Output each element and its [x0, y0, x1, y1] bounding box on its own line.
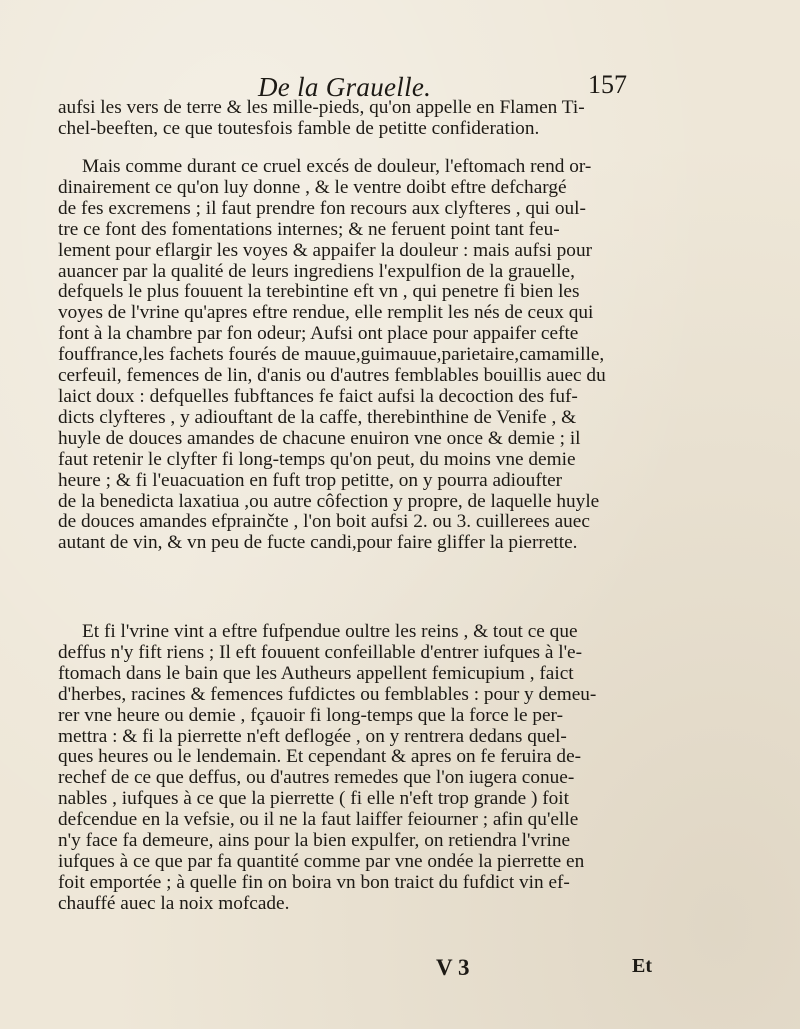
- paragraph-1: [58, 98, 658, 140]
- text-line: foit emportée ; à quelle fin on boira vn bon traict du fufdict vin ef-: [58, 872, 570, 893]
- text-line: iufques à ce que par fa quantité comme par vne ondée la pierrette en: [58, 851, 585, 872]
- running-title: De la Grauelle.: [258, 72, 432, 102]
- text-line: mettra : & fi la pierrette n'eft deflogée , on y rentrera dedans quel-: [58, 726, 567, 747]
- text-line: deffus n'y fift riens ; Il eft fouuent confeillable d'entrer iufques à l'e-: [58, 642, 583, 663]
- text-line: huyle de douces amandes de chacune enuiron vne once & demie ; il: [58, 428, 581, 449]
- page-number: 157: [588, 70, 627, 99]
- text-line: voyes de l'vrine qu'apres eftre rendue, elle remplit les nés de ceux qui: [58, 303, 594, 324]
- catchword: Et: [632, 955, 652, 977]
- text-line: laict doux : defquelles fubftances fe faict aufsi la decoction des fuf-: [58, 386, 578, 407]
- text-line: auancer par la qualité de leurs ingrediens l'expulfion de la grauelle,: [58, 261, 575, 282]
- text-line: rer vne heure ou demie , fçauoir fi long-temps que la force le per-: [58, 705, 563, 726]
- text-line: d'herbes, racines & femences fufdictes ou femblables : pour y demeu-: [58, 684, 597, 705]
- text-line: cerfeuil, femences de lin, d'anis ou d'autres femblables bouillis auec du: [58, 366, 606, 387]
- text-line: dicts clyfteres , y adiouftant de la caffe, therebinthine de Venife , &: [58, 407, 577, 428]
- text-line: Et fi l'vrine vint a eftre fufpendue oultre les reins , & tout ce que: [82, 622, 578, 642]
- text-line: nables , iufques à ce que la pierrette ( fi elle n'eft trop grande ) foit: [58, 789, 569, 810]
- text-line: dinairement ce qu'on luy donne , & le ventre doibt eftre defchargé: [58, 177, 567, 198]
- paragraph-2: [58, 157, 658, 554]
- text-line: defquels le plus fouuent la terebintine eft vn , qui penetre fi bien les: [58, 282, 580, 303]
- text-line: defcendue en la vefsie, ou il ne la faut laiffer feiourner ; afin qu'elle: [58, 810, 579, 831]
- text-line: rechef de ce que deffus, ou d'autres remedes que l'on iugera conue-: [58, 768, 575, 789]
- text-line: chauffé auec la noix mofcade.: [58, 893, 290, 914]
- text-line: n'y face fa demeure, ains pour la bien expulfer, on retiendra l'vrine: [58, 831, 571, 852]
- text-line: tre ce font des fomentations internes; & ne feruent point tant feu-: [58, 219, 560, 240]
- text-line: de la benedicta laxatiua ,ou autre côfection y propre, de laquelle huyle: [58, 491, 600, 512]
- text-line: Mais comme durant ce cruel excés de douleur, l'eftomach rend or-: [82, 157, 592, 177]
- text-line: aufsi les vers de terre & les mille-pieds, qu'on appelle en Flamen Ti-: [58, 98, 585, 118]
- signature-mark: V 3: [436, 955, 470, 980]
- page-footer: [60, 955, 660, 985]
- text-line: ftomach dans le bain que les Autheurs appellent femicupium , faict: [58, 663, 574, 684]
- text-line: faut retenir le clyfter fi long-temps qu'on peut, du moins vne demie: [58, 449, 576, 470]
- text-line: fouffrance,les fachets fourés de mauue,guimauue,parietaire,camamille,: [58, 345, 605, 366]
- text-line: heure ; & fi l'euacuation en fuft trop petitte, on y pourra adioufter: [58, 470, 563, 491]
- text-line: de douces amandes efprainčte , l'on boit aufsi 2. ou 3. cuillerees auec: [58, 512, 590, 533]
- paragraph-3: [58, 622, 658, 915]
- text-line: lement pour eflargir les voyes & appaifer la douleur : mais aufsi pour: [58, 240, 593, 261]
- text-line: chel-beeften, ce que toutesfois famble de petitte confideration.: [58, 118, 540, 139]
- text-line: ques heures ou le lendemain. Et cependant & apres on fe feruira de-: [58, 747, 582, 768]
- text-line: font à la chambre par fon odeur; Aufsi ont place pour appaifer cefte: [58, 324, 579, 345]
- text-line: autant de vin, & vn peu de fucte candi,pour faire gliffer la pierrette.: [58, 533, 578, 554]
- text-line: de fes excremens ; il faut prendre fon recours aux clyfteres , qui oul-: [58, 198, 586, 219]
